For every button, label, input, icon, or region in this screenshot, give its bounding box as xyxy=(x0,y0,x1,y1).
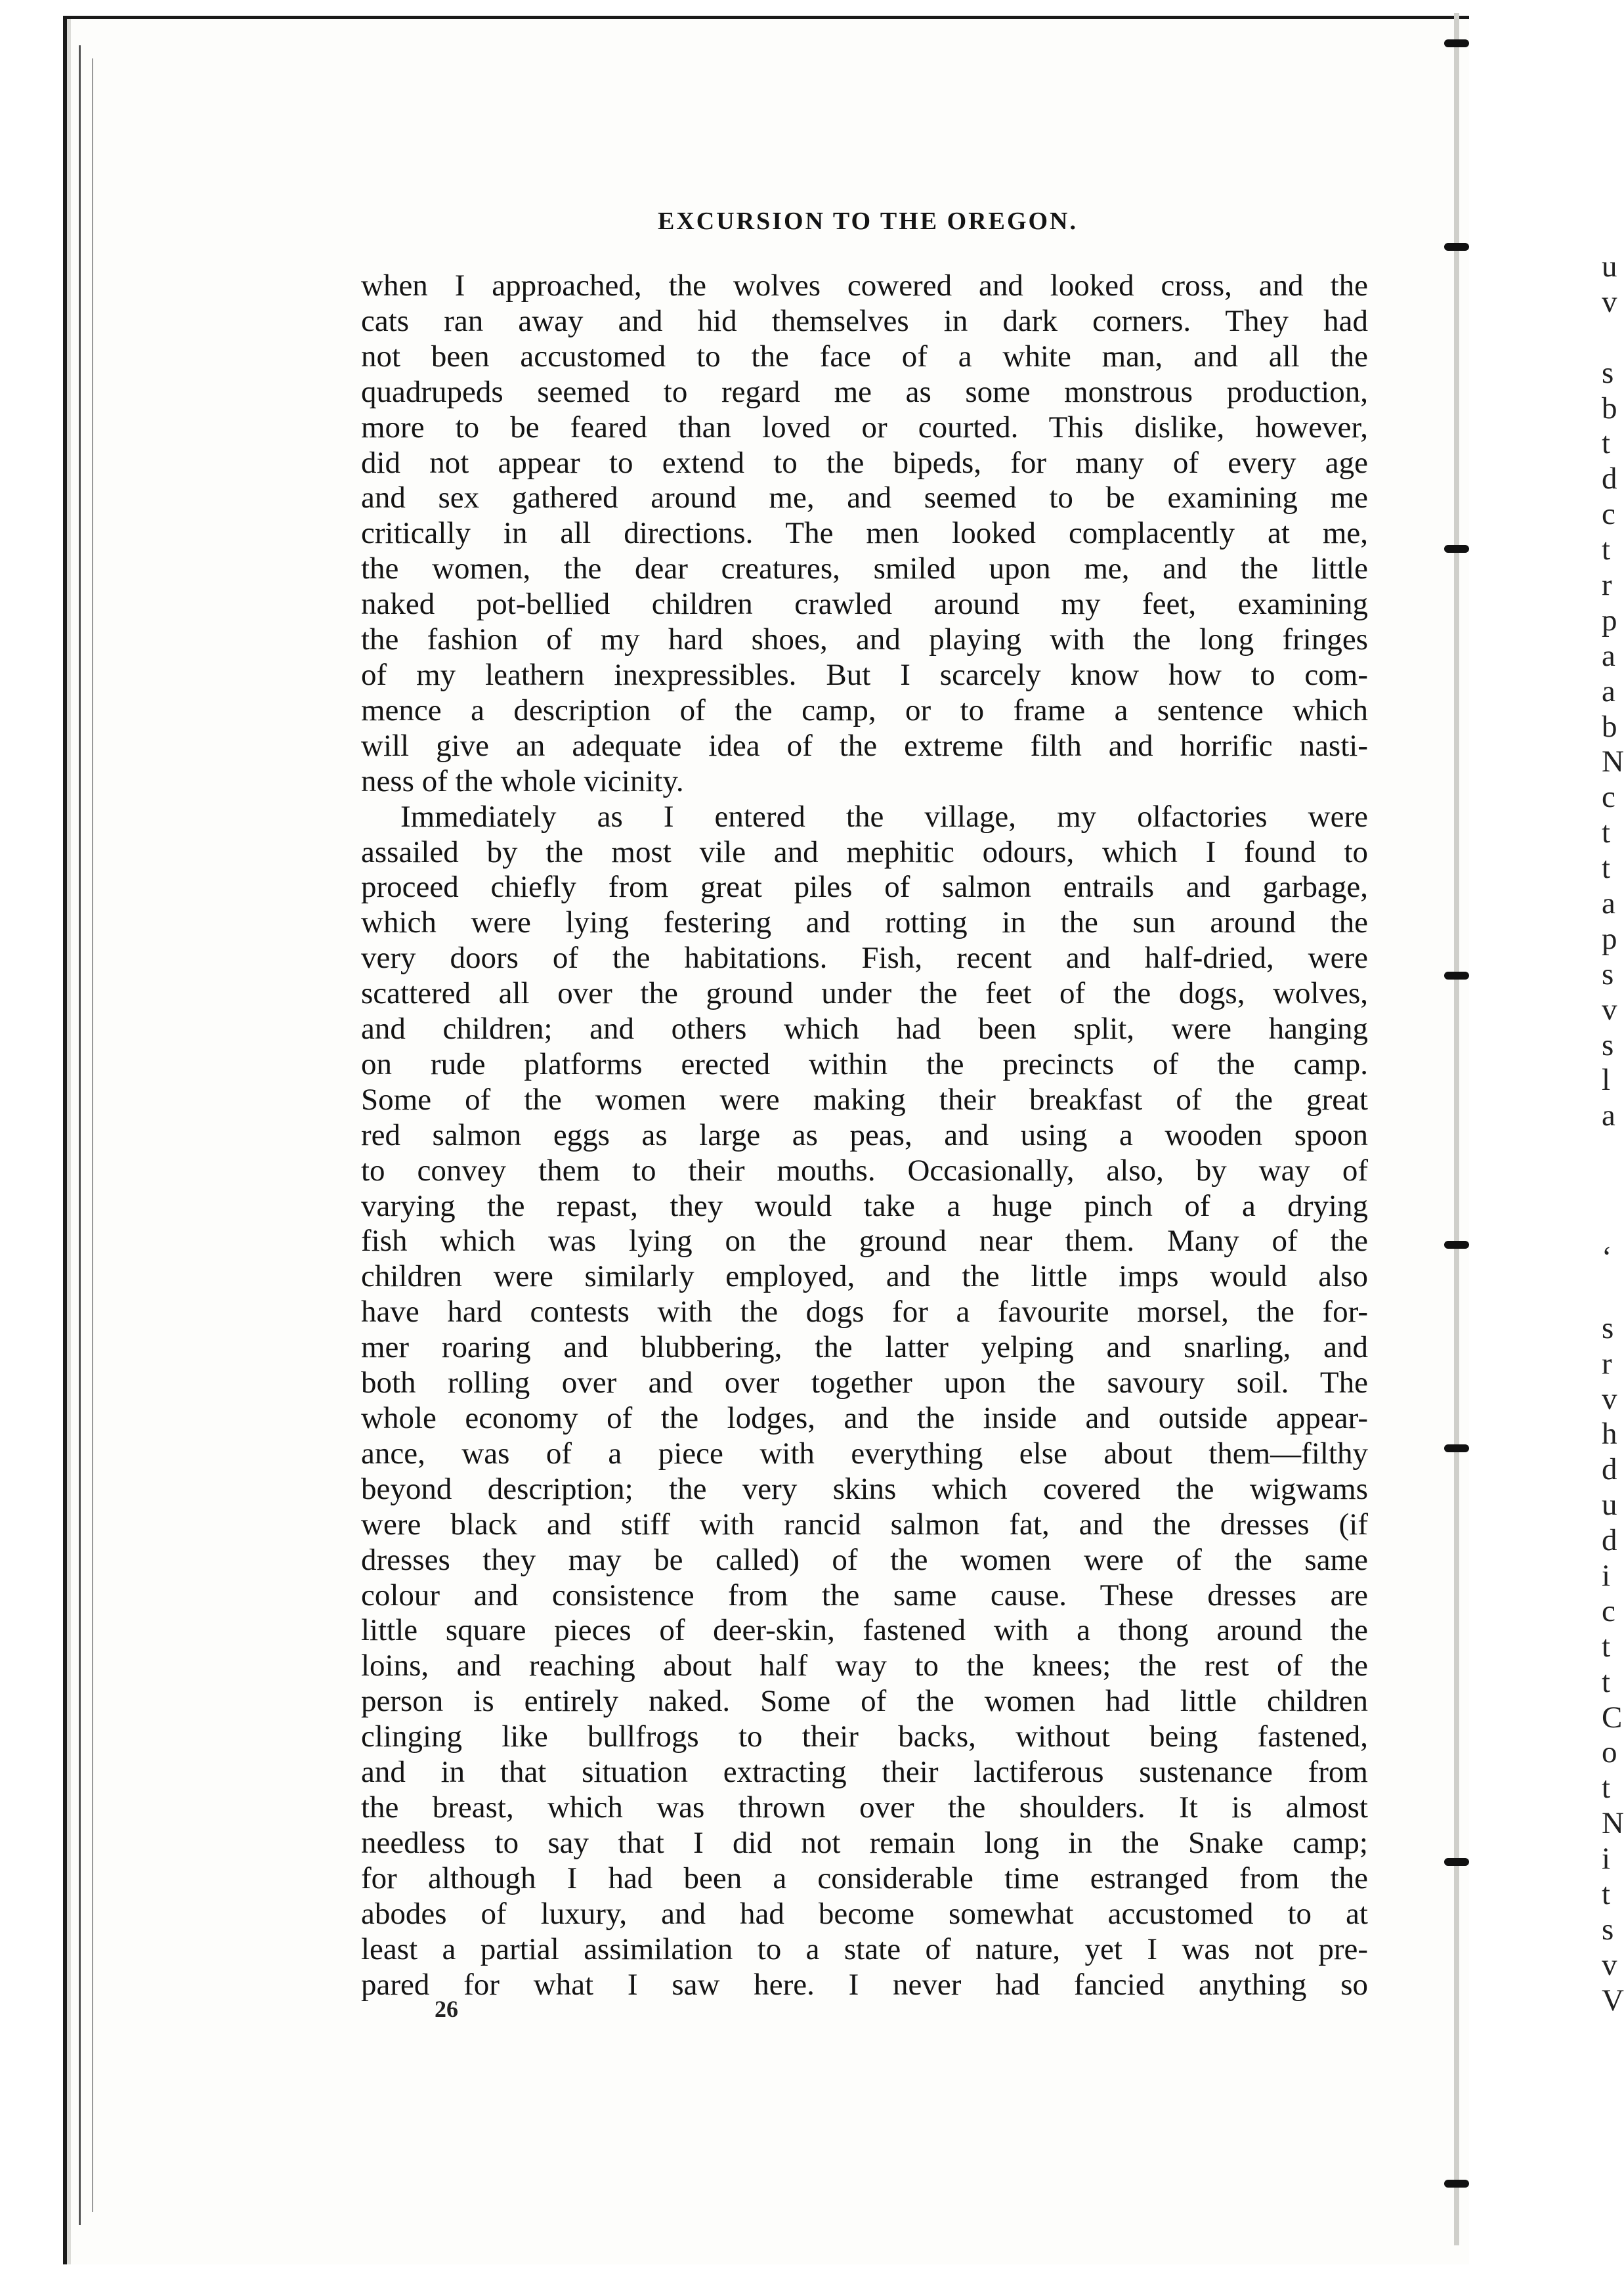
facing-page-letter: N xyxy=(1602,1806,1624,1841)
text-line: not been accustomed to the face of a white man, and all the xyxy=(361,339,1368,374)
facing-page-letter: t xyxy=(1602,1771,1611,1805)
facing-page-letter: N xyxy=(1602,745,1624,779)
facing-page-letter: l xyxy=(1602,1063,1611,1098)
text-line: which were lying festering and rotting in the sun around the xyxy=(361,905,1368,940)
facing-page-letter: b xyxy=(1602,709,1617,744)
text-line: Immediately as I entered the village, my olfactories were xyxy=(400,799,1368,834)
facing-page-letter: d xyxy=(1602,462,1617,496)
text-line: to convey them to their mouths. Occasionally, also, by way of xyxy=(361,1153,1368,1188)
text-line: when I approached, the wolves cowered and looked cross, and the xyxy=(361,269,1368,303)
binding-stitch xyxy=(1444,1241,1469,1249)
facing-page-letter: p xyxy=(1602,603,1617,637)
facing-page-letter: t xyxy=(1602,1664,1611,1699)
facing-page-letter: v xyxy=(1602,1381,1617,1416)
binding-stitch xyxy=(1444,1858,1469,1866)
text-line: colour and consistence from the same cause. These dresses are xyxy=(361,1578,1368,1612)
binding-stitch xyxy=(1444,972,1469,980)
text-line: both rolling over and over together upon the savoury soil. The xyxy=(361,1366,1368,1400)
facing-page-letter: a xyxy=(1602,886,1615,921)
binding-gutter xyxy=(1454,13,1459,2245)
facing-page-letter: d xyxy=(1602,1452,1617,1487)
text-line: clinging like bullfrogs to their backs, without being fastened, xyxy=(361,1719,1368,1754)
facing-page-letter: v xyxy=(1602,992,1617,1027)
text-line: whole economy of the lodges, and the inside and outside appear- xyxy=(361,1401,1368,1435)
running-head: EXCURSION TO THE OREGON. xyxy=(657,207,1079,235)
text-line: did not appear to extend to the bipeds, for many of every age xyxy=(361,445,1368,480)
text-line: have hard contests with the dogs for a favourite morsel, the for- xyxy=(361,1295,1368,1329)
text-line: the women, the dear creatures, smiled upon me, and the little xyxy=(361,551,1368,586)
text-line: the fashion of my hard shoes, and playing with the long fringes xyxy=(361,622,1368,657)
facing-page-letter xyxy=(1602,320,1617,356)
text-line: naked pot-bellied children crawled around my feet, examining xyxy=(361,587,1368,622)
text-line: dresses they may be called) of the women were of the same xyxy=(361,1542,1368,1577)
text-line: cats ran away and hid themselves in dark corners. They had xyxy=(361,303,1368,338)
facing-page-letter: c xyxy=(1602,1593,1615,1628)
facing-page-letter: c xyxy=(1602,497,1615,532)
facing-page-letter xyxy=(1602,1276,1617,1311)
text-line: ance, was of a piece with everything else about them—filthy xyxy=(361,1436,1368,1471)
facing-page-letter: r xyxy=(1602,1346,1612,1381)
facing-page-letter: a xyxy=(1602,638,1615,673)
text-line: Some of the women were making their breakfast of the great xyxy=(361,1082,1368,1117)
facing-page-letter: a xyxy=(1602,674,1615,708)
facing-page-letter: r xyxy=(1602,568,1612,603)
facing-page-letter: t xyxy=(1602,1876,1611,1911)
text-line: scattered all over the ground under the feet of the dogs, wolves, xyxy=(361,976,1368,1011)
facing-page-letter: t xyxy=(1602,1629,1611,1664)
facing-page-letter: i xyxy=(1602,1558,1611,1593)
facing-page-letter: s xyxy=(1602,355,1614,390)
facing-page-letter: o xyxy=(1602,1735,1617,1770)
text-line: and in that situation extracting their lactiferous sustenance from xyxy=(361,1755,1368,1790)
text-line: were black and stiff with rancid salmon fat, and the dresses (if xyxy=(361,1507,1368,1542)
facing-page-letter xyxy=(1602,1134,1617,1169)
facing-page-letter: t xyxy=(1602,851,1611,886)
facing-page-letter: b xyxy=(1602,391,1617,425)
text-line: needless to say that I did not remain long in the Snake camp; xyxy=(361,1825,1368,1860)
text-line: beyond description; the very skins which covered the wigwams xyxy=(361,1471,1368,1506)
facing-page-letter xyxy=(1602,1205,1617,1240)
facing-page-letter: u xyxy=(1602,1488,1617,1523)
facing-page-letter: s xyxy=(1602,1310,1614,1345)
binding-stitch xyxy=(1444,1444,1469,1452)
binding-stitch xyxy=(1444,39,1469,47)
facing-page-letter: p xyxy=(1602,921,1617,956)
facing-page-letter: C xyxy=(1602,1700,1623,1735)
text-line: loins, and reaching about half way to the knees; the rest of the xyxy=(361,1649,1368,1683)
text-line: and sex gathered around me, and seemed to be examining me xyxy=(361,481,1368,515)
binding-stitch xyxy=(1444,243,1469,251)
facing-page-letter: u xyxy=(1602,249,1617,284)
text-line: mer roaring and blubbering, the latter yelping and snarling, and xyxy=(361,1330,1368,1365)
text-line: least a partial assimilation to a state of nature, yet I was not pre- xyxy=(361,1932,1368,1966)
facing-page-letter: v xyxy=(1602,1947,1617,1982)
text-line: children were similarly employed, and the little imps would also xyxy=(361,1259,1368,1294)
text-line: ness of the whole vicinity. xyxy=(361,764,684,798)
text-line: mence a description of the camp, or to frame a sentence which xyxy=(361,693,1368,727)
text-line: very doors of the habitations. Fish, recent and half-dried, were xyxy=(361,941,1368,976)
facing-page-letter: t xyxy=(1602,532,1611,567)
text-line: varying the repast, they would take a huge pinch of a drying xyxy=(361,1188,1368,1223)
text-line: of my leathern inexpressibles. But I scarcely know how to com- xyxy=(361,657,1368,692)
facing-page-letter: a xyxy=(1602,1098,1615,1133)
facing-page-letter: v xyxy=(1602,284,1617,319)
signature-mark: 26 xyxy=(435,1996,458,2022)
book-page xyxy=(63,16,1469,2264)
text-line: on rude platforms erected within the precincts of the camp. xyxy=(361,1047,1368,1081)
facing-page-letter: s xyxy=(1602,957,1614,991)
text-line: will give an adequate idea of the extreme filth and horrific nasti- xyxy=(361,728,1368,763)
facing-page-letter: c xyxy=(1602,780,1615,815)
facing-page-letter: t xyxy=(1602,426,1611,461)
text-line: person is entirely naked. Some of the women had little children xyxy=(361,1684,1368,1719)
text-line: assailed by the most vile and mephitic odours, which I found to xyxy=(361,834,1368,869)
binding-stitch xyxy=(1444,2180,1469,2188)
text-line: more to be feared than loved or courted. This dislike, however, xyxy=(361,410,1368,444)
facing-page-edge xyxy=(1602,249,1624,2019)
text-line: quadrupeds seemed to regard me as some monstrous production, xyxy=(361,374,1368,409)
text-line: red salmon eggs as large as peas, and using a wooden spoon xyxy=(361,1117,1368,1152)
binding-stitch xyxy=(1444,545,1469,553)
text-line: and children; and others which had been split, were hanging xyxy=(361,1012,1368,1047)
facing-page-letter: i xyxy=(1602,1842,1611,1876)
facing-page-letter: s xyxy=(1602,1027,1614,1062)
body-text xyxy=(361,269,1368,2002)
text-line: proceed chiefly from great piles of salmon entrails and garbage, xyxy=(361,870,1368,905)
text-line: for although I had been a considerable time estranged from the xyxy=(361,1861,1368,1895)
facing-page-letter: h xyxy=(1602,1417,1617,1452)
text-line: little square pieces of deer-skin, fastened with a thong around the xyxy=(361,1613,1368,1648)
facing-page-letter: V xyxy=(1602,1983,1624,2018)
text-line: critically in all directions. The men looked complacently at me, xyxy=(361,516,1368,551)
facing-page-letter: t xyxy=(1602,815,1611,850)
text-line: pared for what I saw here. I never had fancied anything so xyxy=(361,1967,1368,2002)
facing-page-letter: d xyxy=(1602,1523,1617,1558)
facing-page-letter: ‘ xyxy=(1602,1240,1612,1274)
facing-page-letter: s xyxy=(1602,1912,1614,1947)
facing-page-letter xyxy=(1602,1169,1617,1205)
text-line: the breast, which was thrown over the shoulders. It is almost xyxy=(361,1790,1368,1825)
text-line: abodes of luxury, and had become somewhat accustomed to at xyxy=(361,1896,1368,1931)
text-line: fish which was lying on the ground near them. Many of the xyxy=(361,1224,1368,1259)
